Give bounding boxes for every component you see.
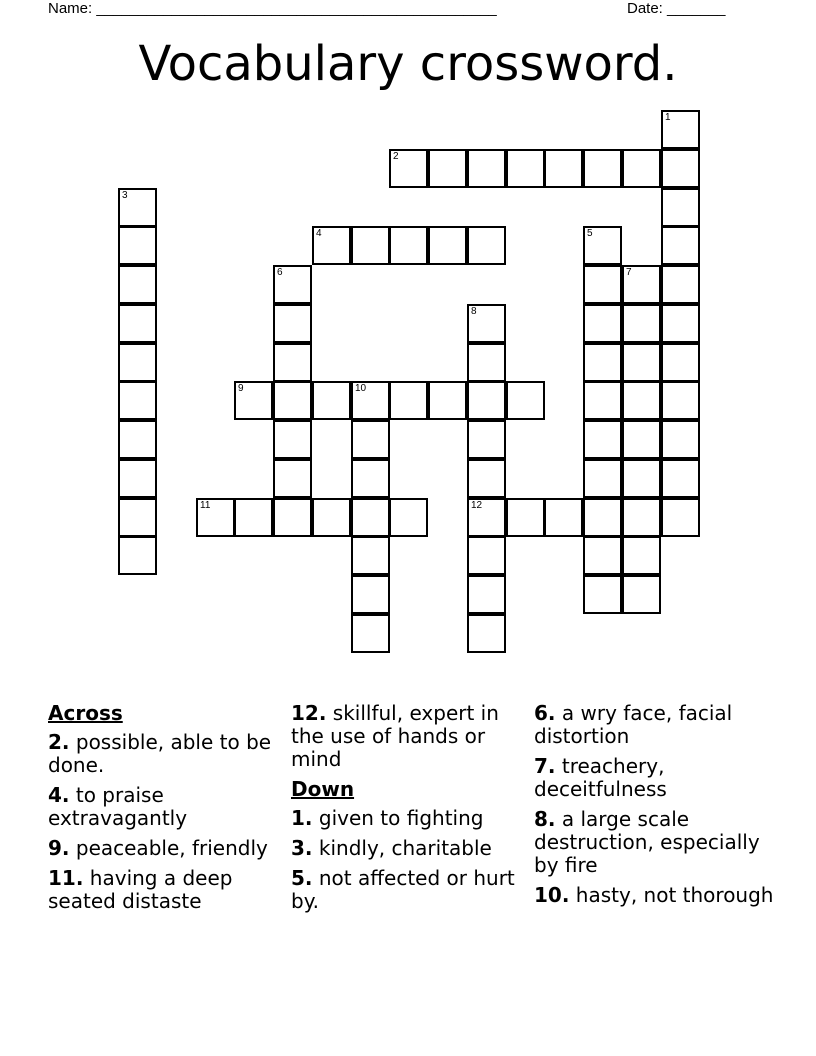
clue-number: 9. [48, 836, 70, 860]
clues-column-2 [291, 702, 516, 920]
crossword-cell[interactable] [661, 381, 700, 420]
clue-down-8 [534, 808, 774, 877]
crossword-cell[interactable] [428, 381, 467, 420]
clues-column-1 [48, 702, 273, 920]
crossword-cell[interactable] [118, 265, 157, 304]
crossword-cell[interactable] [661, 110, 700, 149]
across-heading: Across [48, 701, 123, 725]
clue-number: 11. [48, 866, 84, 890]
crossword-cell[interactable] [661, 498, 700, 537]
crossword-cell[interactable] [661, 149, 700, 188]
clue-number: 6. [534, 701, 556, 725]
clue-across-12 [291, 702, 516, 771]
crossword-cell[interactable] [273, 304, 312, 343]
crossword-cell[interactable] [273, 420, 312, 459]
clue-down-3 [291, 837, 516, 860]
clue-across-4 [48, 784, 273, 830]
clue-down-10 [534, 884, 774, 907]
clue-text: a large scale destruction, especially by fire [534, 807, 760, 877]
cell-clue-number: 10 [355, 383, 367, 394]
cell-clue-number: 4 [316, 228, 322, 239]
clue-text: hasty, not thorough [575, 883, 774, 907]
crossword-cell[interactable] [312, 226, 351, 265]
cell-clue-number: 2 [393, 151, 399, 162]
clue-text: to praise extravagantly [48, 783, 188, 830]
crossword-cell[interactable] [622, 420, 661, 459]
crossword-cell[interactable] [312, 381, 351, 420]
crossword-cell[interactable] [351, 226, 390, 265]
crossword-cell[interactable] [118, 536, 157, 575]
crossword-cell[interactable] [467, 226, 506, 265]
crossword-cell[interactable] [351, 575, 390, 614]
crossword-cell[interactable] [583, 304, 622, 343]
crossword-cell[interactable] [622, 304, 661, 343]
crossword-cell[interactable] [467, 498, 506, 537]
cell-clue-number: 8 [471, 306, 477, 317]
crossword-cell[interactable] [118, 498, 157, 537]
crossword-cell[interactable] [661, 188, 700, 227]
crossword-cell[interactable] [467, 343, 506, 382]
crossword-cell[interactable] [273, 459, 312, 498]
clue-number: 7. [534, 754, 556, 778]
crossword-cell[interactable] [118, 343, 157, 382]
crossword-cell[interactable] [118, 381, 157, 420]
crossword-cell[interactable] [622, 265, 661, 304]
clue-across-2 [48, 731, 273, 777]
crossword-cell[interactable] [544, 149, 583, 188]
clue-number: 2. [48, 730, 70, 754]
clue-down-5 [291, 867, 516, 913]
clue-down-6 [534, 702, 774, 748]
clue-text: given to fighting [318, 806, 484, 830]
clue-text: treachery, deceitfulness [534, 754, 667, 801]
crossword-cell[interactable] [234, 498, 273, 537]
crossword-cell[interactable] [118, 420, 157, 459]
crossword-cell[interactable] [467, 459, 506, 498]
crossword-cell[interactable] [351, 459, 390, 498]
crossword-cell[interactable] [118, 459, 157, 498]
crossword-cell[interactable] [583, 536, 622, 575]
crossword-cell[interactable] [583, 575, 622, 614]
clue-number: 5. [291, 866, 313, 890]
clue-text: having a deep seated distaste [48, 866, 233, 913]
cell-clue-number: 7 [626, 267, 632, 278]
crossword-cell[interactable] [622, 459, 661, 498]
cell-clue-number: 5 [587, 228, 593, 239]
crossword-cell[interactable] [661, 304, 700, 343]
clue-text: possible, able to be done. [48, 730, 272, 777]
crossword-cell[interactable] [622, 536, 661, 575]
date-field-label[interactable]: Date: _______ [627, 0, 726, 17]
crossword-cell[interactable] [351, 614, 390, 653]
crossword-cell[interactable] [622, 343, 661, 382]
crossword-cell[interactable] [661, 343, 700, 382]
crossword-cell[interactable] [196, 498, 235, 537]
crossword-cell[interactable] [583, 265, 622, 304]
crossword-cell[interactable] [273, 343, 312, 382]
crossword-cell[interactable] [428, 226, 467, 265]
cell-clue-number: 1 [665, 112, 671, 123]
down-heading: Down [291, 777, 355, 801]
crossword-cell[interactable] [389, 226, 428, 265]
clue-across-9 [48, 837, 273, 860]
clue-down-1 [291, 807, 516, 830]
crossword-cell[interactable] [273, 265, 312, 304]
cell-clue-number: 6 [277, 267, 283, 278]
crossword-cell[interactable] [351, 536, 390, 575]
clue-text: skillful, expert in the use of hands or mind [291, 701, 499, 771]
cell-clue-number: 11 [200, 500, 211, 511]
clue-number: 4. [48, 783, 70, 807]
clues-column-3 [534, 702, 774, 914]
crossword-cell[interactable] [622, 149, 661, 188]
clue-number: 10. [534, 883, 570, 907]
clue-number: 1. [291, 806, 313, 830]
crossword-cell[interactable] [467, 149, 506, 188]
clue-number: 8. [534, 807, 556, 831]
crossword-cell[interactable] [273, 498, 312, 537]
crossword-cell[interactable] [351, 381, 390, 420]
cell-clue-number: 3 [122, 190, 128, 201]
crossword-cell[interactable] [583, 420, 622, 459]
clue-number: 12. [291, 701, 327, 725]
crossword-cell[interactable] [118, 226, 157, 265]
crossword-cell[interactable] [583, 459, 622, 498]
crossword-cell[interactable] [389, 381, 428, 420]
crossword-cell[interactable] [583, 226, 622, 265]
crossword-cell[interactable] [118, 188, 157, 227]
crossword-cell[interactable] [622, 498, 661, 537]
name-field-label[interactable]: Name: ________________________________________________ [48, 0, 497, 17]
crossword-cell[interactable] [583, 381, 622, 420]
crossword-cell[interactable] [622, 575, 661, 614]
crossword-cell[interactable] [389, 498, 428, 537]
clue-down-7 [534, 755, 774, 801]
crossword-cell[interactable] [273, 381, 312, 420]
crossword-cell[interactable] [661, 420, 700, 459]
page-title: Vocabulary crossword. [138, 36, 678, 92]
crossword-cell[interactable] [506, 149, 545, 188]
crossword-cell[interactable] [467, 304, 506, 343]
crossword-cell[interactable] [467, 420, 506, 459]
cell-clue-number: 9 [238, 383, 244, 394]
crossword-cell[interactable] [118, 304, 157, 343]
clue-text: kindly, charitable [318, 836, 492, 860]
crossword-cell[interactable] [467, 575, 506, 614]
crossword-cell[interactable] [351, 420, 390, 459]
clue-text: not affected or hurt by. [291, 866, 515, 913]
clue-across-11 [48, 867, 273, 913]
crossword-cell[interactable] [467, 536, 506, 575]
crossword-cell[interactable] [661, 459, 700, 498]
crossword-cell[interactable] [467, 614, 506, 653]
crossword-cell[interactable] [583, 498, 622, 537]
clue-text: peaceable, friendly [75, 836, 268, 860]
crossword-cell[interactable] [622, 381, 661, 420]
crossword-cell[interactable] [351, 498, 390, 537]
crossword-cell[interactable] [234, 381, 273, 420]
crossword-cell[interactable] [389, 149, 428, 188]
crossword-cell[interactable] [544, 498, 583, 537]
crossword-cell[interactable] [506, 498, 545, 537]
crossword-cell[interactable] [506, 381, 545, 420]
crossword-cell[interactable] [661, 265, 700, 304]
clue-number: 3. [291, 836, 313, 860]
crossword-cell[interactable] [583, 149, 622, 188]
crossword-cell[interactable] [661, 226, 700, 265]
cell-clue-number: 12 [471, 500, 483, 511]
crossword-cell[interactable] [467, 381, 506, 420]
crossword-cell[interactable] [312, 498, 351, 537]
crossword-cell[interactable] [583, 343, 622, 382]
crossword-cell[interactable] [428, 149, 467, 188]
clue-text: a wry face, facial distortion [534, 701, 733, 748]
